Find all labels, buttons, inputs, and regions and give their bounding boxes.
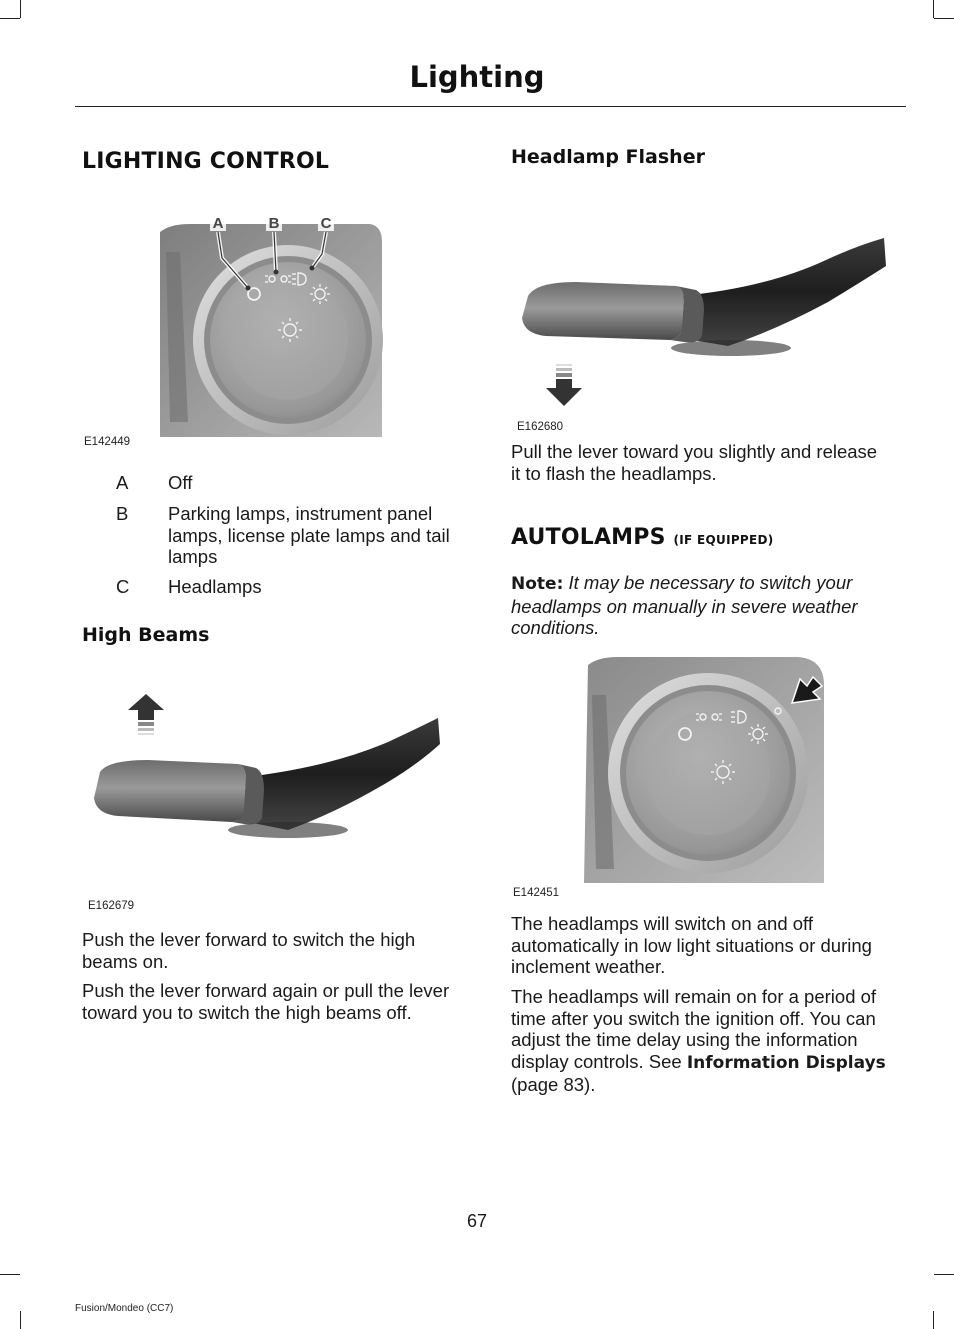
callout-b: B (268, 215, 280, 232)
page-reference: (page 83). (511, 1074, 596, 1095)
crop-mark (0, 18, 20, 19)
arrow-down-icon (546, 364, 582, 406)
autolamps-delay-text: The headlamps will remain on for a period of time after you switch the ignition off. You can adjust the time delay using the information display controls. See (511, 986, 877, 1072)
lighting-control-figure (160, 212, 385, 437)
high-beams-paragraph: Push the lever forward to switch the high beams on. (82, 929, 416, 972)
crop-mark (934, 1274, 954, 1275)
crop-mark (933, 1311, 934, 1329)
callout-a: A (212, 215, 224, 232)
legend-text: Parking lamps, instrument panel lamps, license plate lamps and tail lamps (168, 503, 450, 567)
headlamp-flasher-paragraph: Pull the lever toward you slightly and release it to flash the headlamps. (511, 441, 878, 484)
crop-mark (934, 18, 954, 19)
autolamps-equipped-note: (IF EQUIPPED) (673, 533, 774, 547)
page-title: Lighting (409, 60, 545, 94)
crop-mark (0, 1274, 20, 1275)
autolamps-paragraph: The headlamps will switch on and off automatically in low light situations or during inclement weather. (511, 913, 872, 977)
autolamps-figure (578, 655, 828, 885)
high-beams-figure (88, 690, 448, 895)
legend-letter: C (116, 576, 130, 597)
headlamp-flasher-figure (516, 230, 891, 420)
autolamps-paragraph (511, 986, 903, 1096)
title-rule (75, 106, 906, 107)
information-displays-link[interactable]: Information Displays (686, 1052, 886, 1073)
arrow-up-icon (128, 694, 164, 735)
figure-code: E162680 (517, 421, 564, 433)
page-number: 67 (466, 1211, 488, 1231)
figure-code: E142451 (513, 887, 560, 899)
note-label: Note: (511, 574, 564, 594)
crop-mark (20, 1311, 21, 1329)
legend-text: Off (168, 472, 193, 493)
figure-code: E142449 (84, 436, 131, 448)
note-text: It may be necessary to switch your headlamps on manually in severe weather conditions. (511, 572, 858, 638)
headlamp-flasher-heading: Headlamp Flasher (511, 146, 705, 168)
autolamps-title: AUTOLAMPS (511, 525, 666, 550)
footer-model: Fusion/Mondeo (CC7) (75, 1303, 174, 1314)
legend-letter: A (116, 472, 129, 493)
autolamps-note (511, 572, 903, 639)
crop-mark (933, 0, 934, 18)
callout-c: C (320, 215, 332, 232)
lighting-control-heading: LIGHTING CONTROL (82, 149, 330, 174)
high-beams-heading: High Beams (82, 624, 210, 646)
high-beams-paragraph: Push the lever forward again or pull the lever toward you to switch the high beams off. (82, 980, 450, 1023)
autolamps-heading (511, 525, 774, 550)
legend-letter: B (116, 503, 129, 524)
figure-code: E162679 (88, 900, 135, 912)
crop-mark (20, 0, 21, 18)
legend-text: Headlamps (168, 576, 262, 597)
